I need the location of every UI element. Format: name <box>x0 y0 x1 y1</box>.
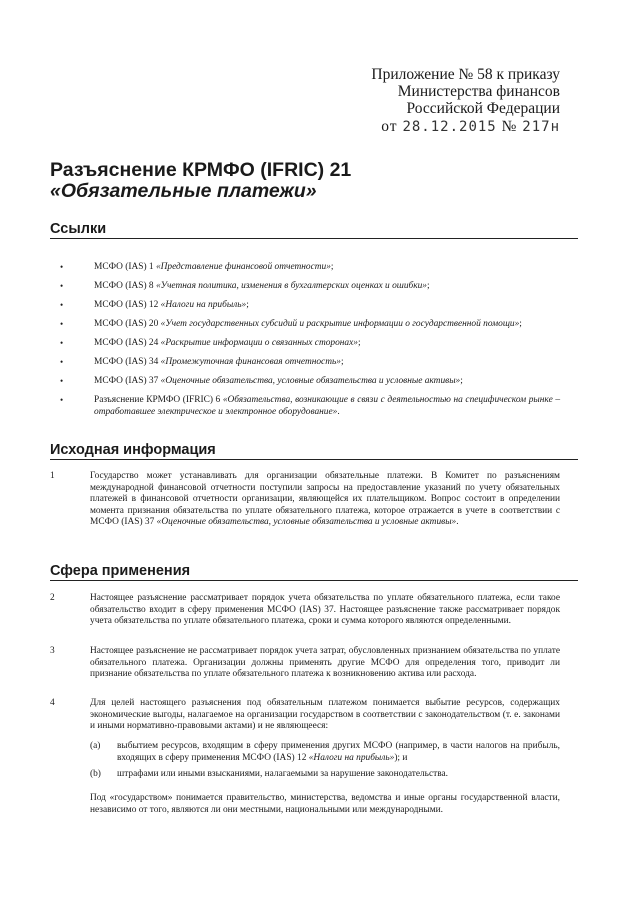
paragraph-text: Для целей настоящего разъяснения под обязательным платежом понимается выбытие ресурсов, содержащих экономические выгоды, налагаемое на организации государством в соответствии с законодательством (т. е. законами и иными нормативно-правовыми актами) и не являющееся: <box>90 698 560 732</box>
ref-title: «Раскрытие информации о связанных сторонах» <box>160 338 358 348</box>
list-item <box>60 357 560 369</box>
ref-punct: ; <box>357 338 361 348</box>
paragraph-number: 4 <box>50 698 55 708</box>
ref-standard: МСФО (IAS) 34 <box>94 357 161 367</box>
paragraph-number: 1 <box>50 471 55 481</box>
ref-title: «Оценочные обязательства, условные обязательства и условные активы» <box>160 376 461 386</box>
bullet: • <box>60 300 64 310</box>
ref-title: «Учетная политика, изменения в бухгалтерских оценках и ошибки» <box>155 281 427 291</box>
title-line-1: Разъяснение КРМФО (IFRIC) 21 <box>50 159 352 181</box>
ref-standard: МСФО (IAS) 37 <box>94 376 161 386</box>
ref-standard: МСФО (IAS) 12 <box>94 300 161 310</box>
subparagraph-label: (b) <box>90 769 101 779</box>
ref-standard: МСФО (IAS) 20 <box>94 319 161 329</box>
ref-title: «Налоги на прибыль» <box>160 300 247 310</box>
paragraph-text: выбытием ресурсов, входящим в сферу применения других МСФО (например, в части налогов на прибыль, входящих в сферу применения МСФО (IAS) 12 <box>117 741 560 763</box>
list-item <box>60 376 560 388</box>
paragraph-text: Настоящее разъяснение рассматривает порядок учета обязательства по уплате обязательного платежа, если такое обязательство входит в сферу применения МСФО (IAS) 37. Настоящее разъяснение также рассматривает порядок учета обязательства по уплате обязательного платежа, сроки и сумма которого являются определенными. <box>90 593 560 627</box>
ref-title: «Обязательства, возникающие в связи с деятельностью на специфическом рынке – отработавшее электрическое и электронное оборудование» <box>94 395 561 417</box>
ref-standard: Разъяснение КРМФО (IFRIC) 6 <box>94 395 223 405</box>
subparagraph-label: (a) <box>90 741 101 751</box>
paragraph-2 <box>50 593 560 628</box>
appendix-line-2: Министерства финансов <box>397 83 560 100</box>
paragraph-italic: «Налоги на прибыль» <box>308 752 395 763</box>
section-heading-references: Ссылки <box>50 221 578 239</box>
list-item <box>60 338 560 350</box>
section-heading-scope: Сфера применения <box>50 563 578 581</box>
bullet: • <box>60 395 64 405</box>
number-prefix: № <box>501 118 518 135</box>
number-stamp: 217н <box>522 119 560 135</box>
paragraph-number: 2 <box>50 593 55 603</box>
list-item <box>60 319 560 331</box>
ref-punct: ; <box>330 262 334 272</box>
paragraph-number: 3 <box>50 646 55 656</box>
ref-punct: ; <box>340 357 344 367</box>
paragraph-3 <box>50 646 560 681</box>
ref-standard: МСФО (IAS) 8 <box>94 281 156 291</box>
bullet: • <box>60 338 64 348</box>
list-item <box>60 281 560 293</box>
ref-punct: ; <box>246 300 249 310</box>
list-item <box>60 395 560 418</box>
date-prefix: от <box>381 118 398 135</box>
bullet: • <box>60 376 64 386</box>
references-list <box>60 262 560 426</box>
subparagraph-a <box>90 741 560 764</box>
paragraph-punct: ); и <box>394 752 408 763</box>
bullet: • <box>60 357 64 367</box>
appendix-line-1: Приложение № 58 к приказу <box>371 66 560 83</box>
ref-punct: ; <box>519 319 522 329</box>
paragraph-1 <box>50 471 560 529</box>
appendix-header <box>371 66 560 136</box>
bullet: • <box>60 262 64 272</box>
subparagraph-b <box>90 769 560 781</box>
paragraph-punct: . <box>456 517 459 528</box>
ref-punct: . <box>337 406 340 417</box>
title-line-2: «Обязательные платежи» <box>50 180 317 202</box>
bullet: • <box>60 281 64 291</box>
ref-standard: МСФО (IAS) 1 <box>94 262 156 272</box>
list-item <box>60 300 560 312</box>
ref-title: «Промежуточная финансовая отчетность» <box>160 357 341 367</box>
paragraph-4-note: Под «государством» понимается правительство, министерства, ведомства и иные органы государственной власти, независимо от того, являются ли они местными, национальными или международными. <box>90 793 560 815</box>
list-item <box>60 262 560 274</box>
paragraph-text: Государство может устанавливать для организации обязательные платежи. В Комитет по разъяснениям международной финансовой отчетности поступили запросы на предоставление указаний по учету обязательных платежей в финансовой отчетности организации, являющейся их плательщиком. Вопрос состоит в определении момента признания обязательства по уплате обязательного платежа, которое отражается в учете в соответствии с МСФО (IAS) 37 <box>90 471 560 528</box>
ref-title: «Представление финансовой отчетности» <box>155 262 331 272</box>
date-stamp: 28.12.2015 <box>402 119 497 135</box>
paragraph-text: Настоящее разъяснение не рассматривает порядок учета затрат, обусловленных признанием обязательства по уплате обязательного платежа. Организации должны применять другие МСФО для определения того, приводит ли признание обязательства по уплате обязательного платежа к возникновению актива или расхода. <box>90 646 560 680</box>
ref-title: «Учет государственных субсидий и раскрытие информации о государственной помощи» <box>160 319 520 329</box>
paragraph-italic: «Оценочные обязательства, условные обязательства и условные активы» <box>156 517 457 528</box>
document-title <box>50 160 351 202</box>
appendix-date-line <box>371 118 560 136</box>
ref-punct: ; <box>427 281 430 291</box>
ref-standard: МСФО (IAS) 24 <box>94 338 161 348</box>
paragraph-4 <box>50 698 560 733</box>
ref-punct: ; <box>460 376 463 386</box>
bullet: • <box>60 319 64 329</box>
paragraph-text: штрафами или иными взысканиями, налагаемыми за нарушение законодательства. <box>117 769 449 779</box>
appendix-line-3: Российской Федерации <box>406 100 560 117</box>
section-heading-background: Исходная информация <box>50 442 578 460</box>
